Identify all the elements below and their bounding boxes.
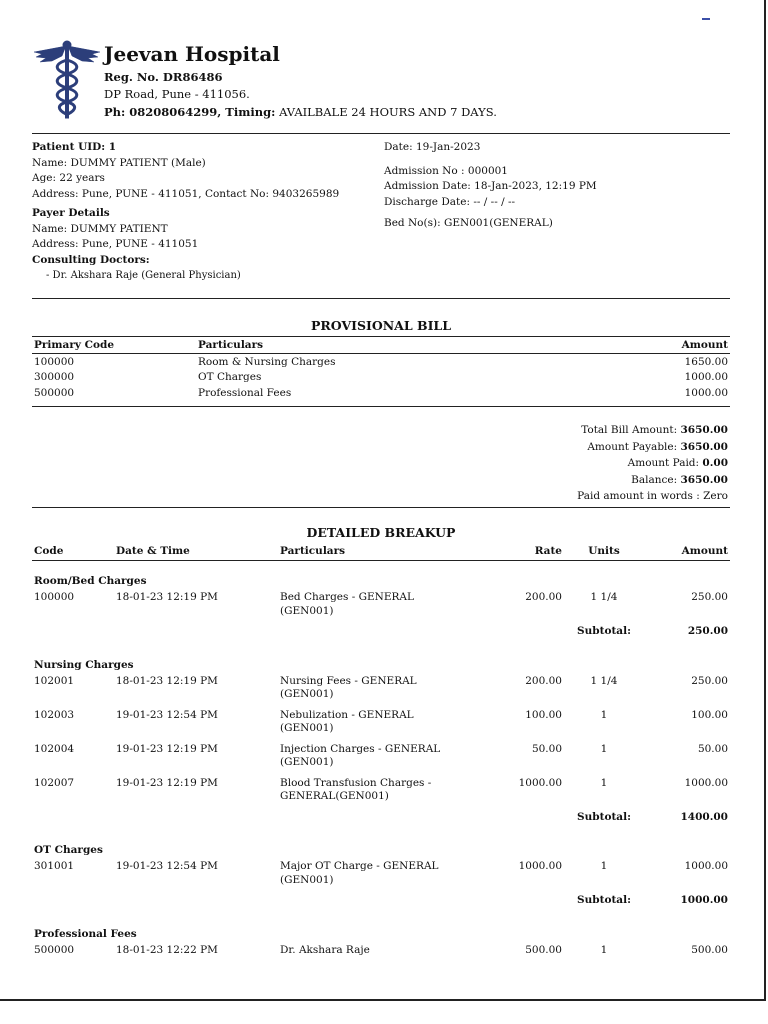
cell-code: 100000: [34, 355, 75, 368]
bill-date: Date: 19-Jan-2023: [384, 141, 481, 153]
consulting-doctor: - Dr. Akshara Raje (General Physician): [46, 270, 241, 281]
cell-date-time: 18-01-23 12:22 PM: [116, 943, 218, 956]
particulars-line-1: Bed Charges - GENERAL: [280, 591, 414, 603]
cell-amount: 1000.00: [684, 386, 728, 399]
particulars-line-2: GENERAL(GEN001): [280, 790, 389, 802]
bill-totals: [452, 422, 728, 505]
subtotal-label: Subtotal:: [577, 894, 631, 906]
cell-particulars: [278, 673, 484, 707]
col-units: Units: [588, 545, 620, 557]
subtotal-row: [32, 809, 730, 831]
reg-number: Reg. No. DR86486: [104, 70, 223, 84]
cell-amount: 1000.00: [684, 371, 728, 384]
details-divider: [32, 298, 730, 299]
timing-text: AVAILBALE 24 HOURS AND 7 DAYS.: [279, 105, 497, 119]
subtotal-amount: 250.00: [687, 625, 728, 637]
cell-units: 1: [600, 943, 608, 956]
particulars-line-1: Nursing Fees - GENERAL: [280, 674, 417, 687]
subtotal-row: [32, 623, 730, 645]
cell-rate: 1000.00: [518, 776, 562, 789]
provisional-bill-table: [32, 336, 730, 401]
cell-code: 500000: [34, 386, 75, 399]
table-row: [32, 707, 730, 741]
col-rate: Rate: [534, 545, 562, 557]
admission-details: [384, 140, 597, 232]
category-name: Nursing Charges: [34, 658, 134, 671]
col-amount: Amount: [681, 545, 728, 557]
cell-particulars: [278, 589, 484, 623]
table-row: [32, 673, 730, 707]
payer-address: Address: Pune, PUNE - 411051: [32, 238, 199, 250]
cell-code: 102004: [34, 742, 75, 755]
total-bill-amount: Total Bill Amount: 3650.00: [581, 424, 728, 436]
cell-units: 1 1/4: [590, 674, 618, 687]
cell-particulars: [278, 775, 484, 809]
category-name: Professional Fees: [34, 927, 137, 940]
particulars-line-2: (GEN001): [280, 873, 334, 886]
particulars-line-2: (GEN001): [280, 604, 334, 617]
table-row: [32, 385, 730, 401]
patient-address: Address: Pune, PUNE - 411051, Contact No: 9403265989: [32, 187, 340, 200]
cell-code: 102003: [34, 708, 75, 721]
cell-particulars: Professional Fees: [198, 386, 292, 399]
table-row: [32, 589, 730, 623]
particulars-line-1: Injection Charges - GENERAL: [280, 742, 441, 755]
particulars-line-2: (GEN001): [280, 688, 334, 700]
discharge-date: Discharge Date: -- / -- / --: [384, 195, 516, 208]
table-header-row: [32, 337, 730, 354]
cell-particulars: [278, 858, 484, 892]
cell-units: 1: [600, 860, 608, 872]
detailed-breakup-title: DETAILED BREAKUP: [306, 525, 456, 540]
table-row: [32, 775, 730, 809]
cell-amount: 250.00: [691, 674, 728, 687]
cell-units: 1: [600, 742, 608, 755]
subtotal-amount: 1400.00: [680, 810, 728, 823]
cell-code: 301001: [34, 860, 75, 872]
particulars-line-1: Major OT Charge - GENERAL: [280, 860, 439, 872]
patient-uid: Patient UID: 1: [32, 141, 117, 153]
category-name: Room/Bed Charges: [34, 575, 147, 587]
hospital-name: Jeevan Hospital: [104, 42, 280, 66]
patient-details: [32, 140, 339, 284]
cell-date-time: 19-01-23 12:19 PM: [116, 776, 218, 789]
phone-label: Ph: 08208064299, Timing:: [104, 105, 276, 119]
cell-amount: 100.00: [691, 708, 728, 721]
provisional-bill-title: PROVISIONAL BILL: [310, 318, 452, 333]
scan-mark: [702, 18, 710, 20]
cell-rate: 100.00: [525, 708, 562, 721]
particulars-line-1: Blood Transfusion Charges -: [280, 776, 432, 789]
table-row: [32, 354, 730, 370]
amount-payable: Amount Payable: 3650.00: [587, 440, 728, 453]
cell-rate: 200.00: [525, 674, 562, 687]
cell-units: 1 1/4: [590, 591, 618, 603]
totals-divider: [32, 507, 730, 508]
cell-date-time: 19-01-23 12:54 PM: [116, 860, 218, 872]
cell-date-time: 19-01-23 12:19 PM: [116, 742, 218, 755]
paid-in-words: Paid amount in words : Zero: [577, 490, 728, 502]
cell-date-time: 18-01-23 12:19 PM: [116, 591, 218, 603]
category-row: [32, 645, 730, 673]
table-row: [32, 370, 730, 386]
category-row: [32, 561, 730, 590]
provisional-bill-divider: [32, 406, 730, 407]
cell-rate: 500.00: [525, 943, 562, 956]
cell-particulars: Room & Nursing Charges: [198, 355, 336, 368]
col-amount: Amount: [681, 339, 728, 351]
admission-number: Admission No : 000001: [384, 164, 508, 177]
hospital-contact: [104, 105, 497, 119]
particulars-line-2: (GEN001): [280, 756, 334, 768]
cell-units: 1: [600, 776, 608, 789]
cell-code: 102001: [34, 674, 75, 687]
cell-amount: 1000.00: [684, 860, 728, 872]
cell-amount: 1000.00: [684, 776, 728, 789]
page-border-right: [764, 0, 766, 1000]
page-border-bottom: [0, 999, 766, 1001]
balance: Balance: 3650.00: [631, 473, 728, 486]
cell-amount: 250.00: [691, 591, 728, 603]
detailed-breakup-table: [32, 542, 730, 962]
category-name: OT Charges: [34, 844, 103, 856]
col-particulars: Particulars: [280, 545, 346, 557]
cell-amount: 1650.00: [684, 355, 728, 368]
cell-amount: 500.00: [691, 943, 728, 956]
patient-name: Name: DUMMY PATIENT (Male): [32, 156, 206, 169]
cell-code: 500000: [34, 943, 75, 956]
cell-date-time: 19-01-23 12:54 PM: [116, 708, 218, 721]
particulars-line-1: Nebulization - GENERAL: [280, 708, 414, 721]
header-divider: [32, 133, 730, 134]
cell-amount: 50.00: [697, 742, 728, 755]
cell-particulars: [278, 741, 484, 775]
caduceus-icon: [32, 38, 102, 120]
cell-code: 102007: [34, 776, 75, 789]
payer-name: Name: DUMMY PATIENT: [32, 222, 168, 235]
particulars-line-1: Dr. Akshara Raje: [280, 943, 370, 956]
cell-code: 100000: [34, 591, 75, 603]
payer-heading: Payer Details: [32, 207, 110, 219]
cell-rate: 1000.00: [518, 860, 562, 872]
patient-age: Age: 22 years: [32, 172, 105, 184]
bill-document: [32, 36, 730, 956]
subtotal-label: Subtotal:: [577, 625, 631, 637]
col-code: Code: [34, 545, 64, 557]
hospital-address: DP Road, Pune - 411056.: [104, 87, 250, 101]
subtotal-row: [32, 892, 730, 914]
table-header-row: [32, 542, 730, 561]
cell-code: 300000: [34, 371, 75, 384]
particulars-line-2: (GEN001): [280, 722, 334, 734]
table-row: [32, 858, 730, 892]
subtotal-label: Subtotal:: [577, 810, 631, 823]
hospital-header: [32, 36, 730, 128]
col-particulars: Particulars: [198, 339, 264, 351]
category-row: [32, 914, 730, 942]
doctors-heading: Consulting Doctors:: [32, 253, 150, 266]
admission-date: Admission Date: 18-Jan-2023, 12:19 PM: [384, 180, 597, 192]
cell-date-time: 18-01-23 12:19 PM: [116, 674, 218, 687]
cell-rate: 200.00: [525, 591, 562, 603]
table-row: [32, 942, 730, 963]
bed-number: Bed No(s): GEN001(GENERAL): [384, 217, 553, 229]
subtotal-amount: 1000.00: [680, 894, 728, 906]
col-date-time: Date & Time: [116, 545, 190, 557]
cell-units: 1: [600, 708, 608, 721]
cell-rate: 50.00: [531, 742, 562, 755]
category-row: [32, 830, 730, 858]
cell-particulars: OT Charges: [198, 371, 262, 384]
amount-paid: Amount Paid: 0.00: [627, 457, 728, 469]
cell-particulars: [278, 707, 484, 741]
cell-particulars: [278, 942, 484, 963]
table-row: [32, 741, 730, 775]
col-primary-code: Primary Code: [34, 339, 115, 351]
